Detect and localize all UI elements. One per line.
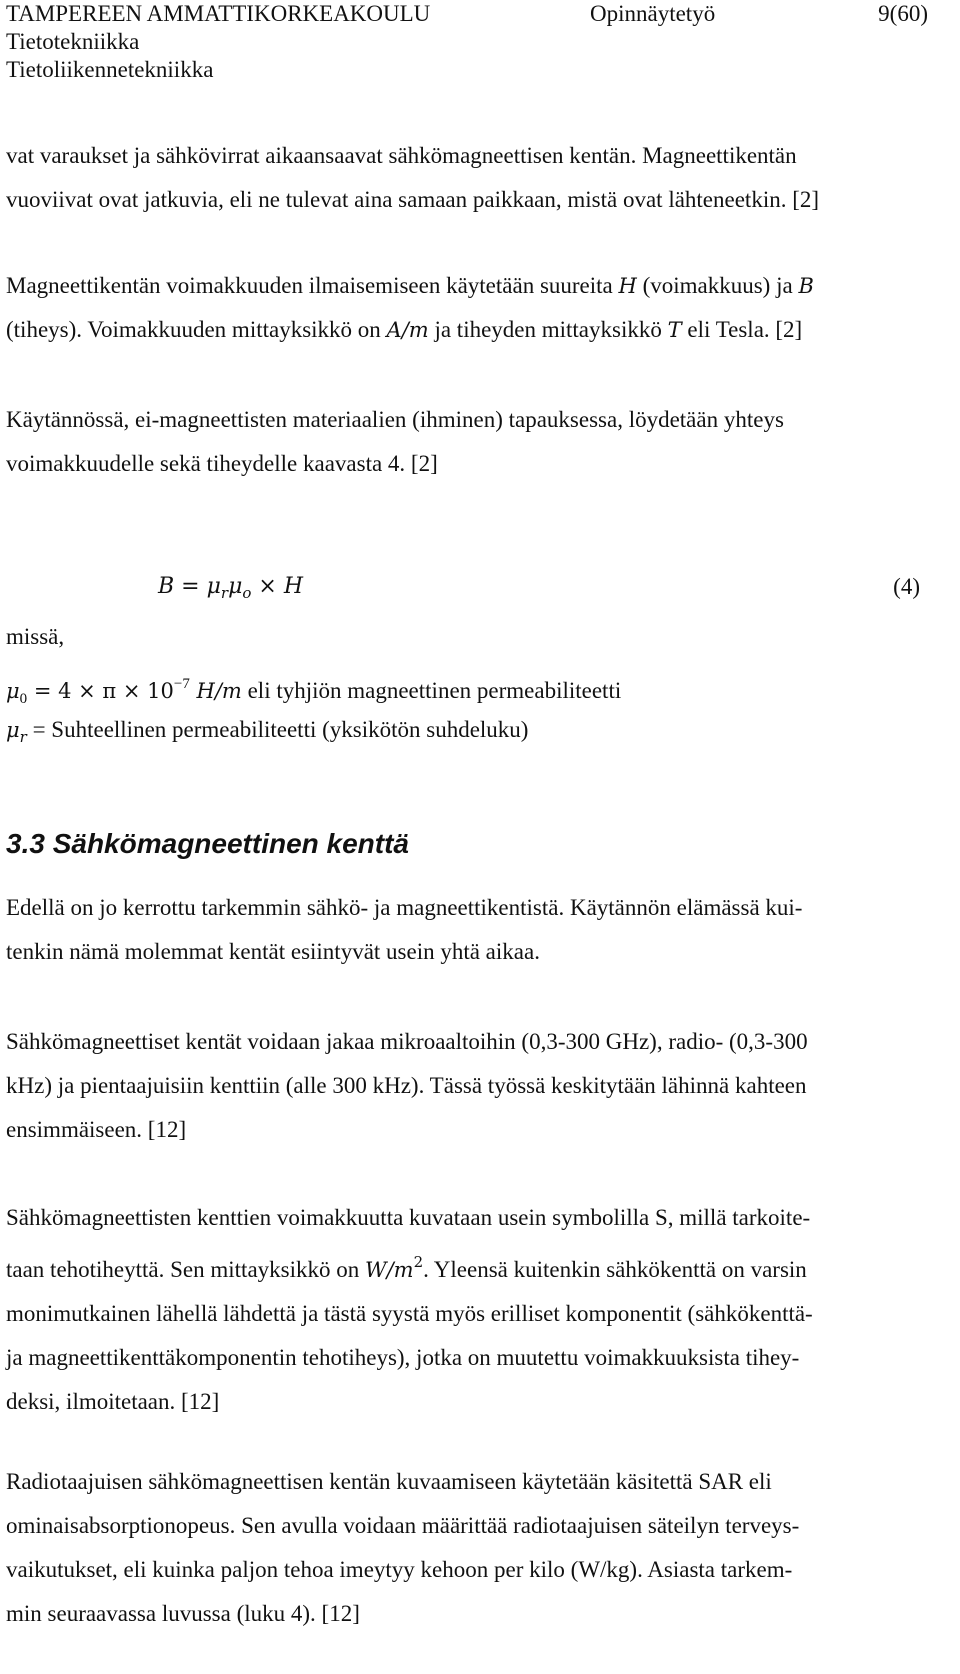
symbol-mu: μ (6, 718, 20, 742)
paragraph-line: ominaisabsorptionopeus. Sen avulla voidaan määrittää radiotaajuisen säteilyn terveys- (6, 1513, 800, 1538)
paragraph-line: voimakkuudelle sekä tiheydelle kaavasta 4. [2] (6, 451, 438, 476)
paragraph-line: Edellä on jo kerrottu tarkemmin sähkö- ja magneettikentistä. Käytännön elämässä kui- (6, 895, 803, 920)
paragraph-line: Radiotaajuisen sähkömagneettisen kentän kuvaamiseen käytetään käsitettä SAR eli (6, 1469, 772, 1494)
definition-expression: = 4 × π × 10 (27, 679, 174, 703)
where-label: missä, (6, 624, 65, 649)
equation-lhs: B = μ (158, 574, 221, 599)
paragraph-4 (6, 886, 924, 974)
paragraph-2 (6, 264, 924, 352)
definition-mur (6, 714, 528, 753)
header-doc-type: Opinnäytetyö (590, 1, 716, 26)
unit-w-per-m2: W/m (365, 1258, 414, 1282)
paragraph-6 (6, 1196, 924, 1424)
header-institution: TAMPEREEN AMMATTIKORKEAKOULU (6, 1, 431, 26)
paragraph-text: . Yleensä kuitenkin sähkökenttä on varsin (423, 1257, 807, 1282)
paragraph-text: ja tiheyden mittayksikkö (428, 317, 668, 342)
symbol-b: B (798, 274, 814, 298)
paragraph-line: kHz) ja pientaajuisiin kenttiin (alle 300 kHz). Tässä työssä keskitytään lähinnä kahteen (6, 1073, 807, 1098)
unit-exponent: 2 (413, 1253, 424, 1271)
header-department: Tietotekniikka (6, 29, 140, 54)
unit-a-per-m: A/m (386, 318, 429, 342)
equation-mu: μ (228, 574, 243, 599)
definition-mu0 (6, 668, 621, 715)
section-heading: 3.3 Sähkömagneettinen kenttä (6, 828, 410, 859)
paragraph-5 (6, 1020, 924, 1152)
paragraph-text: taan tehotiheyttä. Sen mittayksikkö on (6, 1257, 365, 1282)
paragraph-line: Käytännössä, ei-magneettisten materiaalien (ihminen) tapauksessa, löydetään yhteys (6, 407, 784, 432)
equation-rhs: × H (251, 574, 304, 599)
symbol-subscript: 0 (19, 691, 28, 707)
paragraph-line: ensimmäiseen. [12] (6, 1117, 187, 1142)
symbol-subscript: r (19, 728, 27, 746)
paragraph-text: (voimakkuus) ja (636, 273, 799, 298)
equation-sub-o: o (242, 584, 252, 602)
paragraph-line: vat varaukset ja sähkövirrat aikaansaavat sähkömagneettisen kentän. Magneettikentän (6, 143, 797, 168)
paragraph-line: ja magneettikenttäkomponentin tehotiheys), jotka on muutettu voimakkuuksista tihey- (6, 1345, 800, 1370)
paragraph-line: Sähkömagneettiset kentät voidaan jakaa mikroaaltoihin (0,3-300 GHz), radio- (0,3-300 (6, 1029, 808, 1054)
paragraph-line: vuoviivat ovat jatkuvia, eli ne tulevat aina samaan paikkaan, mistä ovat lähteneetkin. [2] (6, 187, 820, 212)
equation-sub-r: r (220, 584, 229, 602)
paragraph-text: (tiheys). Voimakkuuden mittayksikkö on (6, 317, 387, 342)
symbol-mu: μ (6, 679, 20, 703)
header-program: Tietoliikennetekniikka (6, 57, 214, 82)
definition-text: eli tyhjiön magneettinen permeabiliteetti (241, 678, 622, 703)
symbol-h: H (618, 274, 637, 298)
paragraph-7 (6, 1460, 924, 1636)
symbol-t: T (667, 318, 682, 342)
paragraph-1 (6, 134, 924, 222)
paragraph-line: vaikutukset, eli kuinka paljon tehoa imeytyy kehoon per kilo (W/kg). Asiasta tarkem- (6, 1557, 793, 1582)
header-page-number: 9(60) (878, 1, 928, 26)
paragraph-line: min seuraavassa luvussa (luku 4). [12] (6, 1601, 360, 1626)
paragraph-text: eli Tesla. [2] (681, 317, 803, 342)
paragraph-line: tenkin nämä molemmat kentät esiintyvät usein yhtä aikaa. (6, 939, 540, 964)
paragraph-line: Sähkömagneettisten kenttien voimakkuutta kuvataan usein symbolilla S, millä tarkoite- (6, 1205, 811, 1230)
definition-unit: H/m (189, 679, 242, 703)
definition-text: = Suhteellinen permeabiliteetti (yksikötön suhdeluku) (26, 717, 529, 742)
paragraph-line: monimutkainen lähellä lähdettä ja tästä syystä myös erilliset komponentit (sähkökenttä- (6, 1301, 813, 1326)
paragraph-text: Magneettikentän voimakkuuden ilmaisemiseen käytetään suureita (6, 273, 619, 298)
equation-4 (158, 572, 303, 608)
paragraph-3 (6, 398, 924, 486)
paragraph-line: deksi, ilmoitetaan. [12] (6, 1389, 220, 1414)
equation-number: (4) (893, 574, 920, 599)
definition-exponent: −7 (173, 676, 190, 692)
